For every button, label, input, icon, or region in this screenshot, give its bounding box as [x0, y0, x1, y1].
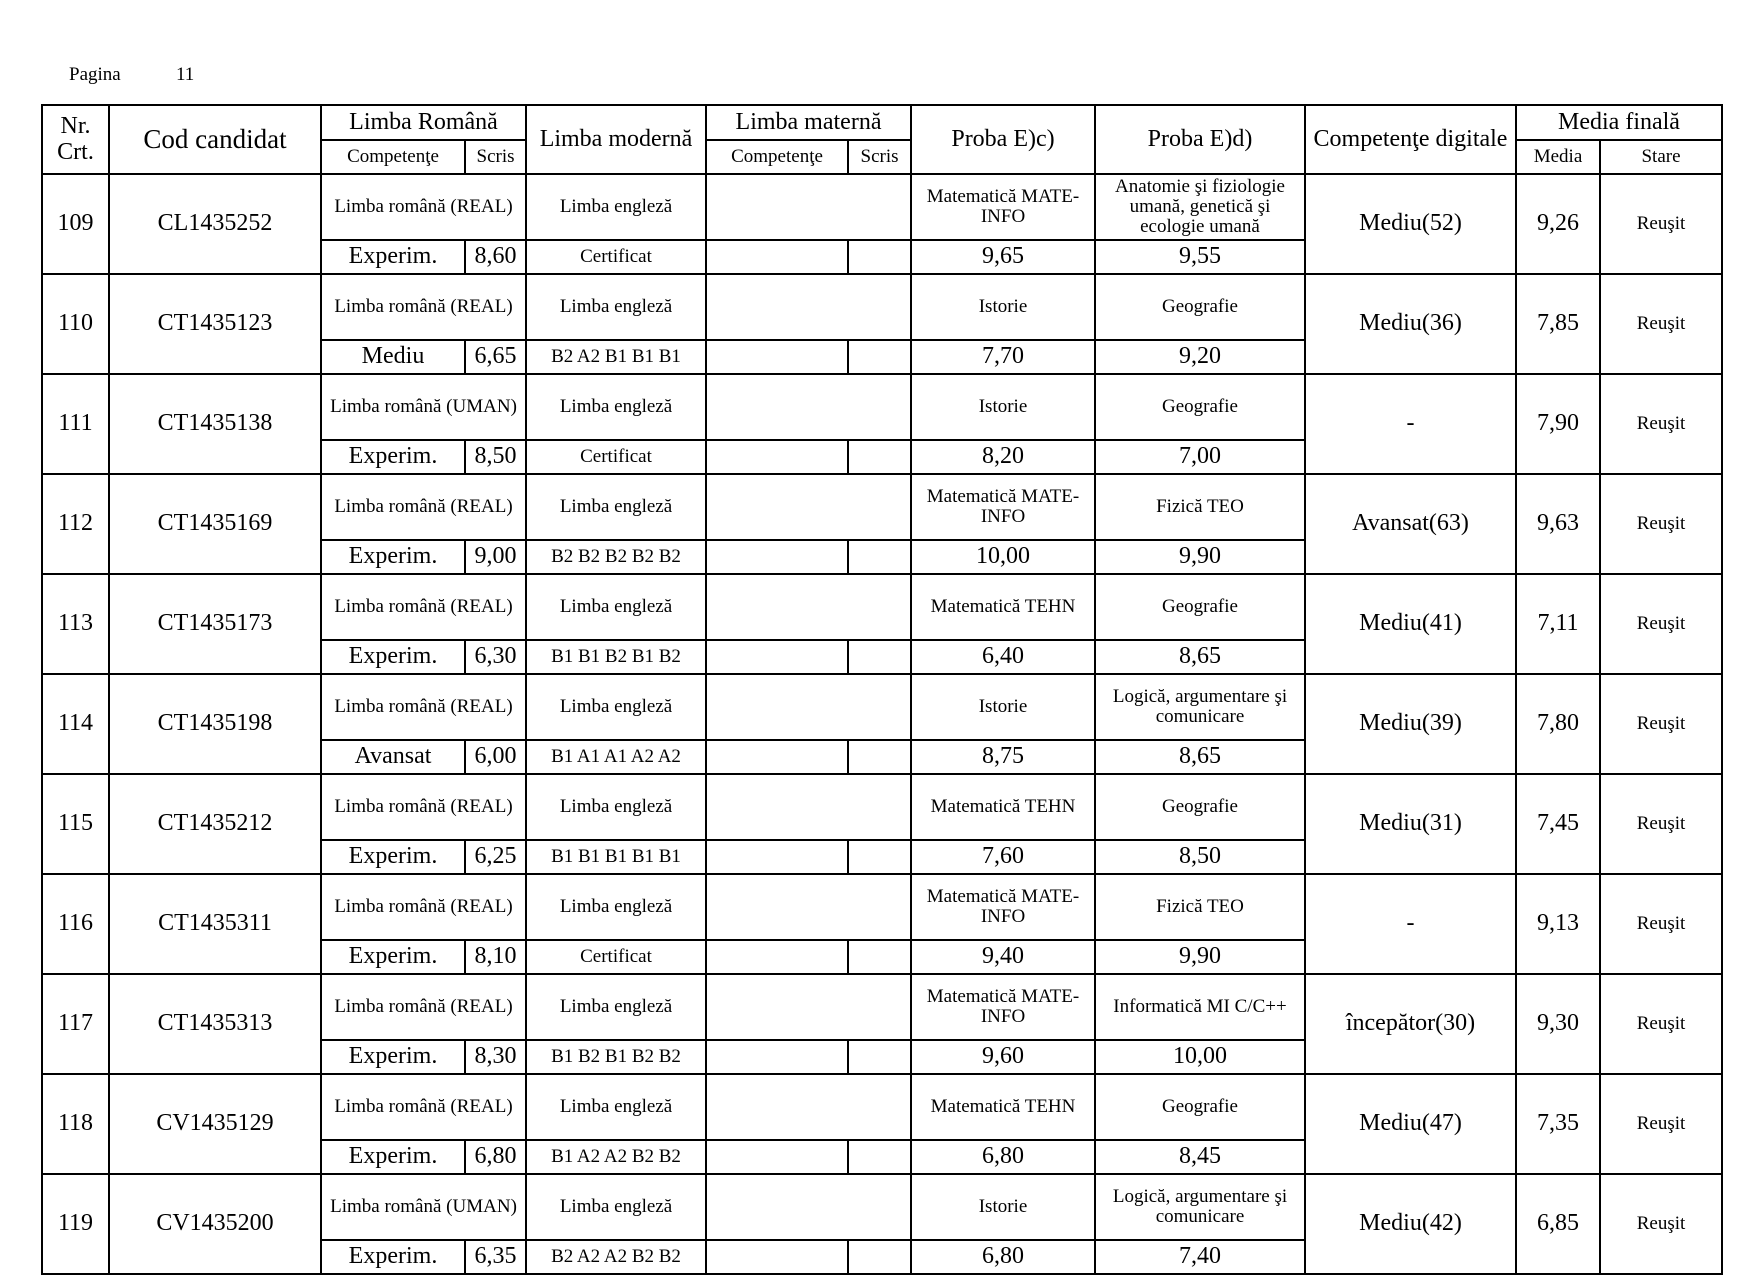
row-lm-value: B2 A2 A2 B2 B2: [526, 1240, 706, 1274]
row-limba-moderna: Limba engleză: [526, 274, 706, 340]
row-proba-c-value: 9,60: [911, 1040, 1095, 1074]
row-lr-competente: Experim.: [321, 440, 465, 474]
row-proba-c: Matematică MATE-INFO: [911, 474, 1095, 540]
row-nr: 113: [42, 574, 109, 674]
row-cod-candidat: CT1435169: [109, 474, 321, 574]
row-limba-materna: [706, 874, 911, 940]
row-proba-d-value: 9,90: [1095, 540, 1305, 574]
row-lm-value: B2 B2 B2 B2 B2: [526, 540, 706, 574]
row-proba-c-value: 6,80: [911, 1240, 1095, 1274]
row-proba-d: Geografie: [1095, 274, 1305, 340]
row-stare: Reuşit: [1600, 474, 1722, 574]
row-media: 7,11: [1516, 574, 1600, 674]
row-limba-romana: Limba română (REAL): [321, 174, 526, 240]
header-nr: Nr. Crt.: [42, 105, 109, 174]
row-proba-d-value: 7,40: [1095, 1240, 1305, 1274]
row-lmat-scris: [848, 1140, 911, 1174]
row-proba-d: Geografie: [1095, 374, 1305, 440]
row-lmat-scris: [848, 440, 911, 474]
row-stare: Reuşit: [1600, 574, 1722, 674]
row-proba-d: Logică, argumentare şi comunicare: [1095, 674, 1305, 740]
row-proba-d: Geografie: [1095, 774, 1305, 840]
row-lr-scris: 6,35: [465, 1240, 526, 1274]
row-lmat-competente: [706, 240, 848, 274]
row-proba-c: Matematică TEHN: [911, 774, 1095, 840]
row-limba-moderna: Limba engleză: [526, 674, 706, 740]
row-lr-scris: 6,65: [465, 340, 526, 374]
row-lm-value: B1 B2 B1 B2 B2: [526, 1040, 706, 1074]
row-lr-competente: Avansat: [321, 740, 465, 774]
row-limba-romana: Limba română (REAL): [321, 574, 526, 640]
row-lmat-scris: [848, 1240, 911, 1274]
row-limba-materna: [706, 674, 911, 740]
header-scris-materna: Scris: [848, 140, 911, 174]
header-proba-c: Proba E)c): [911, 105, 1095, 174]
row-limba-romana: Limba română (UMAN): [321, 1174, 526, 1240]
row-cod-candidat: CV1435200: [109, 1174, 321, 1274]
row-stare: Reuşit: [1600, 274, 1722, 374]
row-limba-materna: [706, 774, 911, 840]
row-proba-d: Logică, argumentare şi comunicare: [1095, 1174, 1305, 1240]
results-table: [41, 104, 1723, 1275]
row-proba-c-value: 9,40: [911, 940, 1095, 974]
header-limba-moderna: Limba modernă: [526, 105, 706, 174]
row-limba-romana: Limba română (REAL): [321, 674, 526, 740]
row-cod-candidat: CT1435173: [109, 574, 321, 674]
row-lmat-competente: [706, 940, 848, 974]
row-limba-materna: [706, 274, 911, 340]
row-proba-c-value: 8,75: [911, 740, 1095, 774]
row-proba-d: Fizică TEO: [1095, 874, 1305, 940]
row-limba-romana: Limba română (REAL): [321, 1074, 526, 1140]
row-proba-c: Matematică MATE-INFO: [911, 974, 1095, 1040]
row-lm-value: Certificat: [526, 940, 706, 974]
row-lmat-scris: [848, 340, 911, 374]
header-competente: Competenţe: [321, 140, 465, 174]
row-nr: 112: [42, 474, 109, 574]
row-competente-digitale: -: [1305, 874, 1516, 974]
row-lr-scris: 6,30: [465, 640, 526, 674]
row-competente-digitale: Mediu(52): [1305, 174, 1516, 274]
row-media: 9,13: [1516, 874, 1600, 974]
row-limba-moderna: Limba engleză: [526, 474, 706, 540]
row-lr-competente: Experim.: [321, 1140, 465, 1174]
row-lm-value: Certificat: [526, 240, 706, 274]
row-limba-materna: [706, 374, 911, 440]
row-limba-romana: Limba română (REAL): [321, 874, 526, 940]
row-media: 7,35: [1516, 1074, 1600, 1174]
header-proba-d: Proba E)d): [1095, 105, 1305, 174]
row-limba-romana: Limba română (REAL): [321, 274, 526, 340]
row-lr-scris: 9,00: [465, 540, 526, 574]
row-proba-d: Geografie: [1095, 574, 1305, 640]
row-lr-competente: Experim.: [321, 540, 465, 574]
header-stare: Stare: [1600, 140, 1722, 174]
row-media: 9,30: [1516, 974, 1600, 1074]
row-lr-scris: 8,50: [465, 440, 526, 474]
row-lmat-scris: [848, 540, 911, 574]
row-lr-competente: Experim.: [321, 240, 465, 274]
row-cod-candidat: CT1435123: [109, 274, 321, 374]
row-lmat-competente: [706, 1040, 848, 1074]
row-proba-c: Istorie: [911, 674, 1095, 740]
row-competente-digitale: începător(30): [1305, 974, 1516, 1074]
row-competente-digitale: Mediu(41): [1305, 574, 1516, 674]
row-proba-d-value: 9,55: [1095, 240, 1305, 274]
row-lr-competente: Experim.: [321, 640, 465, 674]
row-media: 6,85: [1516, 1174, 1600, 1274]
row-cod-candidat: CT1435311: [109, 874, 321, 974]
row-stare: Reuşit: [1600, 374, 1722, 474]
row-limba-materna: [706, 1074, 911, 1140]
row-media: 7,45: [1516, 774, 1600, 874]
row-proba-d: Geografie: [1095, 1074, 1305, 1140]
row-lmat-competente: [706, 340, 848, 374]
row-limba-moderna: Limba engleză: [526, 774, 706, 840]
row-stare: Reuşit: [1600, 174, 1722, 274]
row-lmat-competente: [706, 840, 848, 874]
row-limba-moderna: Limba engleză: [526, 1174, 706, 1240]
row-limba-moderna: Limba engleză: [526, 374, 706, 440]
row-limba-materna: [706, 574, 911, 640]
row-limba-materna: [706, 974, 911, 1040]
row-proba-d-value: 8,65: [1095, 640, 1305, 674]
row-lmat-competente: [706, 640, 848, 674]
row-lm-value: Certificat: [526, 440, 706, 474]
row-nr: 111: [42, 374, 109, 474]
row-proba-c-value: 6,40: [911, 640, 1095, 674]
row-lr-competente: Experim.: [321, 1240, 465, 1274]
row-nr: 115: [42, 774, 109, 874]
row-proba-c: Matematică MATE-INFO: [911, 174, 1095, 240]
header-competente-materna: Competenţe: [706, 140, 848, 174]
row-limba-moderna: Limba engleză: [526, 574, 706, 640]
row-proba-d-value: 7,00: [1095, 440, 1305, 474]
row-proba-c: Istorie: [911, 274, 1095, 340]
row-media: 9,26: [1516, 174, 1600, 274]
row-competente-digitale: Mediu(42): [1305, 1174, 1516, 1274]
row-nr: 118: [42, 1074, 109, 1174]
row-lr-competente: Mediu: [321, 340, 465, 374]
row-lmat-competente: [706, 1140, 848, 1174]
row-proba-c: Istorie: [911, 374, 1095, 440]
header-media: Media: [1516, 140, 1600, 174]
row-proba-c-value: 7,70: [911, 340, 1095, 374]
row-lr-scris: 6,25: [465, 840, 526, 874]
header-media-finala: Media finală: [1516, 105, 1722, 140]
row-proba-c-value: 8,20: [911, 440, 1095, 474]
header-scris: Scris: [465, 140, 526, 174]
row-proba-c-value: 6,80: [911, 1140, 1095, 1174]
row-competente-digitale: Avansat(63): [1305, 474, 1516, 574]
row-stare: Reuşit: [1600, 774, 1722, 874]
row-proba-c: Matematică MATE-INFO: [911, 874, 1095, 940]
row-proba-c-value: 9,65: [911, 240, 1095, 274]
row-proba-d: Informatică MI C/C++: [1095, 974, 1305, 1040]
row-nr: 119: [42, 1174, 109, 1274]
row-stare: Reuşit: [1600, 1074, 1722, 1174]
row-lmat-scris: [848, 740, 911, 774]
row-lm-value: B1 A1 A1 A2 A2: [526, 740, 706, 774]
row-lmat-competente: [706, 540, 848, 574]
row-competente-digitale: Mediu(31): [1305, 774, 1516, 874]
row-limba-moderna: Limba engleză: [526, 874, 706, 940]
row-lr-scris: 8,10: [465, 940, 526, 974]
row-stare: Reuşit: [1600, 674, 1722, 774]
row-proba-d-value: 10,00: [1095, 1040, 1305, 1074]
row-proba-c-value: 7,60: [911, 840, 1095, 874]
header-cod-candidat: Cod candidat: [109, 105, 321, 174]
row-limba-romana: Limba română (REAL): [321, 974, 526, 1040]
row-cod-candidat: CT1435138: [109, 374, 321, 474]
row-limba-materna: [706, 474, 911, 540]
row-competente-digitale: Mediu(39): [1305, 674, 1516, 774]
page-label: Pagina: [69, 64, 121, 85]
row-lmat-scris: [848, 1040, 911, 1074]
row-stare: Reuşit: [1600, 874, 1722, 974]
header-limba-materna: Limba maternă: [706, 105, 911, 140]
row-proba-d-value: 8,45: [1095, 1140, 1305, 1174]
row-lm-value: B1 B1 B1 B1 B1: [526, 840, 706, 874]
row-lmat-scris: [848, 240, 911, 274]
row-lmat-scris: [848, 840, 911, 874]
row-proba-d-value: 9,90: [1095, 940, 1305, 974]
row-nr: 116: [42, 874, 109, 974]
row-stare: Reuşit: [1600, 974, 1722, 1074]
row-limba-materna: [706, 174, 911, 240]
row-lr-competente: Experim.: [321, 940, 465, 974]
row-media: 7,80: [1516, 674, 1600, 774]
row-nr: 114: [42, 674, 109, 774]
row-proba-d-value: 9,20: [1095, 340, 1305, 374]
row-proba-c: Matematică TEHN: [911, 574, 1095, 640]
row-competente-digitale: -: [1305, 374, 1516, 474]
row-lm-value: B2 A2 B1 B1 B1: [526, 340, 706, 374]
row-cod-candidat: CT1435198: [109, 674, 321, 774]
row-proba-d-value: 8,50: [1095, 840, 1305, 874]
row-cod-candidat: CL1435252: [109, 174, 321, 274]
row-limba-romana: Limba română (REAL): [321, 774, 526, 840]
row-lmat-competente: [706, 740, 848, 774]
row-lr-competente: Experim.: [321, 840, 465, 874]
page-number: 11: [176, 64, 195, 85]
row-proba-d: Fizică TEO: [1095, 474, 1305, 540]
row-cod-candidat: CV1435129: [109, 1074, 321, 1174]
row-lmat-scris: [848, 640, 911, 674]
row-limba-materna: [706, 1174, 911, 1240]
row-lmat-scris: [848, 940, 911, 974]
row-limba-romana: Limba română (UMAN): [321, 374, 526, 440]
row-lr-competente: Experim.: [321, 1040, 465, 1074]
row-media: 7,85: [1516, 274, 1600, 374]
row-lm-value: B1 B1 B2 B1 B2: [526, 640, 706, 674]
header-competente-digitale: Competenţe digitale: [1305, 105, 1516, 174]
row-limba-moderna: Limba engleză: [526, 1074, 706, 1140]
row-proba-c-value: 10,00: [911, 540, 1095, 574]
row-lmat-competente: [706, 1240, 848, 1274]
row-stare: Reuşit: [1600, 1174, 1722, 1274]
row-lr-scris: 8,30: [465, 1040, 526, 1074]
row-lr-scris: 6,80: [465, 1140, 526, 1174]
row-proba-d-value: 8,65: [1095, 740, 1305, 774]
row-lr-scris: 8,60: [465, 240, 526, 274]
row-proba-d: Anatomie şi fiziologie umană, genetică şi ecologie umană: [1095, 174, 1305, 240]
row-media: 9,63: [1516, 474, 1600, 574]
row-proba-c: Istorie: [911, 1174, 1095, 1240]
row-lm-value: B1 A2 A2 B2 B2: [526, 1140, 706, 1174]
row-proba-c: Matematică TEHN: [911, 1074, 1095, 1140]
row-lr-scris: 6,00: [465, 740, 526, 774]
row-nr: 110: [42, 274, 109, 374]
row-limba-moderna: Limba engleză: [526, 974, 706, 1040]
row-media: 7,90: [1516, 374, 1600, 474]
row-nr: 109: [42, 174, 109, 274]
row-limba-moderna: Limba engleză: [526, 174, 706, 240]
row-cod-candidat: CT1435212: [109, 774, 321, 874]
row-limba-romana: Limba română (REAL): [321, 474, 526, 540]
row-competente-digitale: Mediu(47): [1305, 1074, 1516, 1174]
header-limba-romana: Limba Română: [321, 105, 526, 140]
row-cod-candidat: CT1435313: [109, 974, 321, 1074]
row-competente-digitale: Mediu(36): [1305, 274, 1516, 374]
row-lmat-competente: [706, 440, 848, 474]
row-nr: 117: [42, 974, 109, 1074]
